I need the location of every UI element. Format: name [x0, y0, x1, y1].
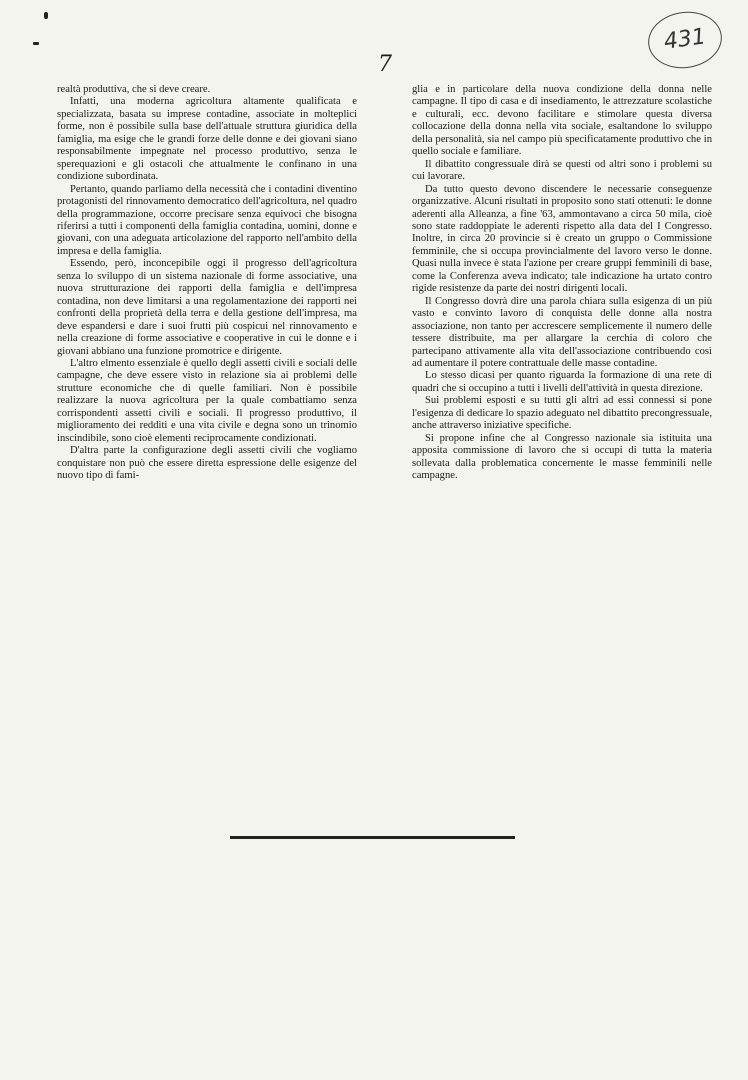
corner-mark: [44, 12, 48, 19]
paragraph: realtà produttiva, che si deve creare.: [57, 84, 211, 95]
archive-stamp: 431: [644, 7, 725, 73]
paragraph: glia e in particolare della nuova condizione della donna nelle campagne. Il tipo di casa e di insediamento, le attrezzature scolastiche e culturali, ecc. devono facilitare e stimolare questa diversa collocazione della donna nella vita sociale, esaltandone lo sviluppo della personalità, sia nel campo più specificatamente produttivo che in quello sociale e familiare.: [412, 84, 712, 158]
section-divider: [230, 836, 515, 839]
paragraph: Infatti, una moderna agricoltura altamente qualificata e specializzata, basata su imprese contadine, associate in molteplici forme, non è possibile sulla base dell'attuale struttura giuridica della famiglia, ma esige che le grandi forze delle donne e dei giovani siano responsabilmente impegnate nel processo produttivo, senza le sperequazioni e gli ostacoli che attualmente le confinano in una condizione subordinata.: [57, 96, 357, 183]
paragraph: Il Congresso dovrà dire una parola chiara sulla esigenza di un più vasto e convinto lavoro di conquista delle donne alla nostra associazione, non tanto per accrescere semplicemente il numero delle tessere distribuite, ma per allargare la cerchia di coloro che partecipano attivamente alla vita dell'associazione contribuendo così ad aumentare il potere contrattuale delle masse contadine.: [412, 295, 712, 369]
paragraph: Pertanto, quando parliamo della necessità che i contadini diventino protagonisti del rinnovamento democratico dell'agricoltura, nel quadro della programmazione, occorre precisare senza equivoci che bisogna riferirsi a tutti i componenti della famiglia contadina, uomini, donne e giovani, con una adeguata articolazione del rapporto nell'ambito della impresa e della famiglia.: [57, 183, 357, 257]
paragraph: Il dibattito congressuale dirà se questi od altri sono i problemi su cui lavorare.: [412, 158, 712, 183]
paragraph: Essendo, però, inconcepibile oggi il progresso dell'agricoltura senza lo sviluppo di un sistema nazionale di forme associative, una nuova strutturazione dei rapporti della famiglia e dell'impresa contadina, non deve limitarsi a una regolamentazione dei rapporti nei confronti della proprietà della terra e della gestione dell'impresa, ma deve espandersi e dare i suoi frutti più cospicui nel rinnovamento e nella creazione di forme associative e cooperative in cui le donne e i giovani abbiano una funzione promotrice e dirigente.: [57, 258, 357, 357]
paragraph: Da tutto questo devono discendere le necessarie conseguenze organizzative. Alcuni risultati in proposito sono stati ottenuti: le donne aderenti alla Alleanza, a fine '63, ammontavano a circa 50 mila, cioè sono state raddoppiate le aderenti rispetto alla data del I Congresso. Inoltre, in circa 20 provincie si è creato un gruppo o Commissione femminile, che si occupa provincialmente del lavoro verso le donne. Quasi nulla invece è stata l'azione per creare gruppi femminili di base, come la Conferenza aveva indicato; tale indicazione ha urtato contro rigide resistenze da parte dei nostri dirigenti locali.: [412, 183, 712, 295]
left-column: [57, 84, 357, 483]
paragraph: Sui problemi esposti e su tutti gli altri ad essi connessi si pone l'esigenza di dedicare lo spazio adeguato nel dibattito precongressuale, anche attraverso iniziative specifiche.: [412, 395, 712, 432]
paragraph: D'altra parte la configurazione degli assetti civili che vogliamo conquistare non può che essere diretta espressione delle esigenze del nuovo tipo di fami-: [57, 445, 357, 482]
corner-mark: [33, 42, 39, 45]
right-column: [412, 84, 712, 483]
paragraph: Si propone infine che al Congresso nazionale sia istituita una apposita commissione di lavoro che si occupi di tutta la materia sollevata dalla problematica concernente le masse femminili nelle campagne.: [412, 432, 712, 482]
paragraph: Lo stesso dicasi per quanto riguarda la formazione di una rete di quadri che si occupino a tutti i livelli dell'attività in questa direzione.: [412, 370, 712, 394]
page-number: 7: [378, 52, 392, 77]
paragraph: L'altro elmento essenziale è quello degli assetti civili e sociali delle campagne, che deve essere visto in relazione sia ai problemi delle strutture economiche che di quelle familiari. Non è possibile realizzare la nuova agricoltura per la quale combattiamo senza corrispondenti assetti civili e sociali. Il progresso produttivo, il miglioramento dei redditi e una vita civile e degna sono un trinomio inscindibile, sono cioè elementi reciprocamente condizionati.: [57, 357, 357, 444]
